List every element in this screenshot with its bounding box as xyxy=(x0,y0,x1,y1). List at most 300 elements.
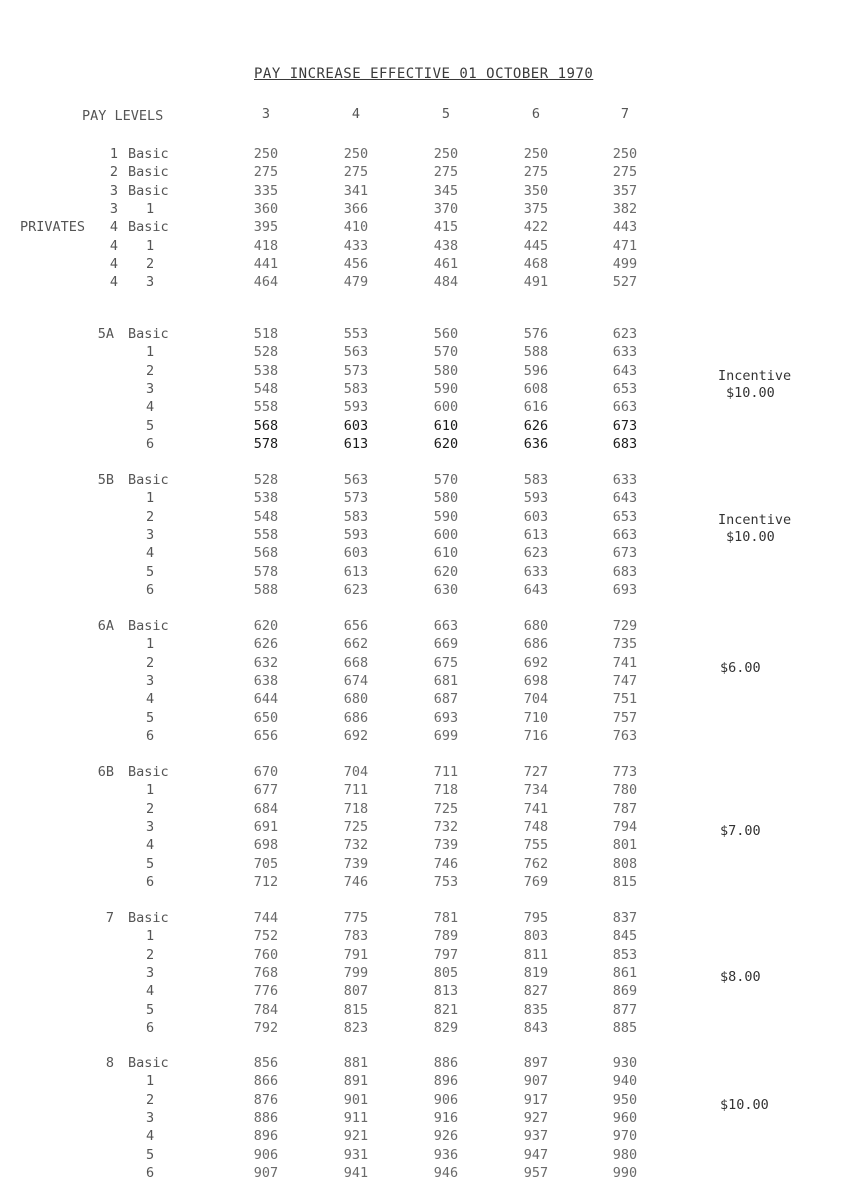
pay-value-cell: 917 xyxy=(523,1092,549,1108)
pay-value-cell: 843 xyxy=(523,1020,549,1036)
step-label: 5 xyxy=(146,1002,155,1018)
pay-value-cell: 596 xyxy=(523,363,549,379)
step-label: 3 xyxy=(146,965,155,981)
pay-value-cell: 741 xyxy=(612,655,638,671)
pay-value-cell: 801 xyxy=(612,837,638,853)
pay-value-cell: 725 xyxy=(433,801,459,817)
pay-value-cell: 600 xyxy=(433,527,459,543)
step-label: Basic xyxy=(128,910,169,926)
step-label: 5 xyxy=(146,418,155,434)
grade-label: 3 xyxy=(109,183,118,199)
pay-value-cell: 456 xyxy=(343,256,369,272)
pay-value-cell: 780 xyxy=(612,782,638,798)
pay-value-cell: 527 xyxy=(612,274,638,290)
pay-value-cell: 613 xyxy=(343,564,369,580)
pay-value-cell: 468 xyxy=(523,256,549,272)
pay-value-cell: 684 xyxy=(253,801,279,817)
grade-label: 5A xyxy=(97,326,114,342)
grade-label: 7 xyxy=(105,910,114,926)
pay-value-cell: 620 xyxy=(433,436,459,452)
pay-value-cell: 926 xyxy=(433,1128,459,1144)
step-label: 5 xyxy=(146,564,155,580)
pay-value-cell: 811 xyxy=(523,947,549,963)
pay-value-cell: 438 xyxy=(433,238,459,254)
pay-value-cell: 674 xyxy=(343,673,369,689)
pay-value-cell: 775 xyxy=(343,910,369,926)
pay-value-cell: 663 xyxy=(612,527,638,543)
incentive-note: Incentive xyxy=(718,512,792,528)
pay-value-cell: 712 xyxy=(253,874,279,890)
pay-value-cell: 931 xyxy=(343,1147,369,1163)
pay-value-cell: 670 xyxy=(253,764,279,780)
pay-value-cell: 876 xyxy=(253,1092,279,1108)
pay-value-cell: 644 xyxy=(253,691,279,707)
pay-value-cell: 704 xyxy=(523,691,549,707)
pay-value-cell: 845 xyxy=(612,928,638,944)
pay-value-cell: 946 xyxy=(433,1165,459,1181)
pay-value-cell: 885 xyxy=(612,1020,638,1036)
step-label: 1 xyxy=(146,238,155,254)
incentive-note: $10.00 xyxy=(720,1097,769,1113)
pay-value-cell: 441 xyxy=(253,256,279,272)
pay-value-cell: 718 xyxy=(433,782,459,798)
step-label: 2 xyxy=(146,1092,155,1108)
pay-value-cell: 630 xyxy=(433,582,459,598)
pay-value-cell: 711 xyxy=(343,782,369,798)
pay-value-cell: 813 xyxy=(433,983,459,999)
pay-value-cell: 616 xyxy=(523,399,549,415)
pay-value-cell: 947 xyxy=(523,1147,549,1163)
pay-value-cell: 375 xyxy=(523,201,549,217)
pay-value-cell: 588 xyxy=(523,344,549,360)
grade-label: 5B xyxy=(97,472,114,488)
pay-value-cell: 656 xyxy=(343,618,369,634)
pay-value-cell: 729 xyxy=(612,618,638,634)
pay-value-cell: 650 xyxy=(253,710,279,726)
grade-label: 6B xyxy=(97,764,114,780)
step-label: 6 xyxy=(146,728,155,744)
pay-value-cell: 570 xyxy=(433,344,459,360)
step-label: 3 xyxy=(146,1110,155,1126)
pay-value-cell: 815 xyxy=(612,874,638,890)
pay-value-cell: 683 xyxy=(612,564,638,580)
step-label: 5 xyxy=(146,856,155,872)
pay-value-cell: 794 xyxy=(612,819,638,835)
step-label: 1 xyxy=(146,636,155,652)
pay-value-cell: 568 xyxy=(253,545,279,561)
grade-label: 1 xyxy=(109,146,118,162)
pay-value-cell: 829 xyxy=(433,1020,459,1036)
pay-value-cell: 693 xyxy=(612,582,638,598)
incentive-note: $7.00 xyxy=(720,823,761,839)
pay-value-cell: 693 xyxy=(433,710,459,726)
pay-value-cell: 538 xyxy=(253,363,279,379)
column-header-4: 4 xyxy=(351,106,361,122)
pay-value-cell: 568 xyxy=(253,418,279,434)
pay-value-cell: 886 xyxy=(433,1055,459,1071)
pay-value-cell: 471 xyxy=(612,238,638,254)
pay-value-cell: 620 xyxy=(253,618,279,634)
pay-value-cell: 632 xyxy=(253,655,279,671)
pay-value-cell: 583 xyxy=(523,472,549,488)
pay-value-cell: 360 xyxy=(253,201,279,217)
grade-label: 2 xyxy=(109,164,118,180)
step-label: Basic xyxy=(128,764,169,780)
pay-value-cell: 558 xyxy=(253,527,279,543)
grade-label: 4 xyxy=(109,238,118,254)
pay-value-cell: 710 xyxy=(523,710,549,726)
pay-value-cell: 275 xyxy=(523,164,549,180)
pay-value-cell: 718 xyxy=(343,801,369,817)
page-title: PAY INCREASE EFFECTIVE 01 OCTOBER 1970 xyxy=(254,66,594,82)
step-label: 2 xyxy=(146,655,155,671)
step-label: 6 xyxy=(146,436,155,452)
pay-value-cell: 751 xyxy=(612,691,638,707)
pay-value-cell: 578 xyxy=(253,436,279,452)
pay-value-cell: 673 xyxy=(612,418,638,434)
pay-value-cell: 760 xyxy=(253,947,279,963)
pay-value-cell: 940 xyxy=(612,1073,638,1089)
step-label: 1 xyxy=(146,782,155,798)
pay-value-cell: 680 xyxy=(343,691,369,707)
step-label: 3 xyxy=(146,527,155,543)
pay-value-cell: 704 xyxy=(343,764,369,780)
incentive-note: $10.00 xyxy=(726,385,775,401)
step-label: Basic xyxy=(128,164,169,180)
pay-value-cell: 626 xyxy=(253,636,279,652)
pay-value-cell: 787 xyxy=(612,801,638,817)
pay-value-cell: 415 xyxy=(433,219,459,235)
pay-value-cell: 837 xyxy=(612,910,638,926)
pay-value-cell: 636 xyxy=(523,436,549,452)
pay-value-cell: 250 xyxy=(523,146,549,162)
step-label: 2 xyxy=(146,509,155,525)
pay-value-cell: 795 xyxy=(523,910,549,926)
step-label: 3 xyxy=(146,819,155,835)
grade-label: 6A xyxy=(97,618,114,634)
pay-value-cell: 792 xyxy=(253,1020,279,1036)
grade-label: 8 xyxy=(105,1055,114,1071)
pay-value-cell: 716 xyxy=(523,728,549,744)
pay-value-cell: 769 xyxy=(523,874,549,890)
step-label: 2 xyxy=(146,256,155,272)
pay-value-cell: 548 xyxy=(253,509,279,525)
step-label: Basic xyxy=(128,146,169,162)
pay-value-cell: 827 xyxy=(523,983,549,999)
pay-value-cell: 590 xyxy=(433,381,459,397)
pay-value-cell: 757 xyxy=(612,710,638,726)
step-label: 5 xyxy=(146,710,155,726)
pay-value-cell: 593 xyxy=(343,399,369,415)
pay-value-cell: 762 xyxy=(523,856,549,872)
pay-value-cell: 250 xyxy=(253,146,279,162)
pay-value-cell: 686 xyxy=(523,636,549,652)
step-label: 1 xyxy=(146,1073,155,1089)
pay-value-cell: 410 xyxy=(343,219,369,235)
step-label: 4 xyxy=(146,691,155,707)
pay-value-cell: 669 xyxy=(433,636,459,652)
pay-value-cell: 603 xyxy=(343,418,369,434)
pay-value-cell: 789 xyxy=(433,928,459,944)
pay-value-cell: 484 xyxy=(433,274,459,290)
pay-value-cell: 578 xyxy=(253,564,279,580)
step-label: 3 xyxy=(146,381,155,397)
pay-value-cell: 656 xyxy=(253,728,279,744)
pay-levels-header: PAY LEVELS xyxy=(82,108,164,124)
pay-value-cell: 823 xyxy=(343,1020,369,1036)
pay-value-cell: 725 xyxy=(343,819,369,835)
step-label: Basic xyxy=(128,183,169,199)
pay-value-cell: 553 xyxy=(343,326,369,342)
pay-value-cell: 698 xyxy=(253,837,279,853)
pay-value-cell: 593 xyxy=(523,490,549,506)
pay-value-cell: 941 xyxy=(343,1165,369,1181)
pay-value-cell: 335 xyxy=(253,183,279,199)
pay-value-cell: 692 xyxy=(523,655,549,671)
pay-value-cell: 799 xyxy=(343,965,369,981)
column-header-3: 3 xyxy=(261,106,271,122)
pay-value-cell: 866 xyxy=(253,1073,279,1089)
pay-value-cell: 573 xyxy=(343,363,369,379)
pay-value-cell: 746 xyxy=(433,856,459,872)
pay-value-cell: 570 xyxy=(433,472,459,488)
pay-value-cell: 805 xyxy=(433,965,459,981)
pay-value-cell: 588 xyxy=(253,582,279,598)
pay-value-cell: 600 xyxy=(433,399,459,415)
pay-value-cell: 643 xyxy=(523,582,549,598)
pay-value-cell: 366 xyxy=(343,201,369,217)
pay-value-cell: 950 xyxy=(612,1092,638,1108)
step-label: 1 xyxy=(146,201,155,217)
pay-value-cell: 897 xyxy=(523,1055,549,1071)
pay-value-cell: 341 xyxy=(343,183,369,199)
pay-value-cell: 781 xyxy=(433,910,459,926)
pay-value-cell: 747 xyxy=(612,673,638,689)
pay-value-cell: 382 xyxy=(612,201,638,217)
step-label: 2 xyxy=(146,947,155,963)
step-label: Basic xyxy=(128,219,169,235)
pay-value-cell: 739 xyxy=(343,856,369,872)
pay-value-cell: 815 xyxy=(343,1002,369,1018)
incentive-note: $10.00 xyxy=(726,529,775,545)
pay-value-cell: 990 xyxy=(612,1165,638,1181)
pay-value-cell: 610 xyxy=(433,545,459,561)
pay-value-cell: 821 xyxy=(433,1002,459,1018)
pay-value-cell: 930 xyxy=(612,1055,638,1071)
pay-value-cell: 580 xyxy=(433,490,459,506)
step-label: 3 xyxy=(146,274,155,290)
pay-value-cell: 677 xyxy=(253,782,279,798)
pay-value-cell: 681 xyxy=(433,673,459,689)
pay-value-cell: 518 xyxy=(253,326,279,342)
pay-value-cell: 668 xyxy=(343,655,369,671)
pay-value-cell: 711 xyxy=(433,764,459,780)
pay-value-cell: 445 xyxy=(523,238,549,254)
pay-value-cell: 350 xyxy=(523,183,549,199)
pay-value-cell: 881 xyxy=(343,1055,369,1071)
column-header-5: 5 xyxy=(441,106,451,122)
pay-value-cell: 250 xyxy=(343,146,369,162)
pay-value-cell: 675 xyxy=(433,655,459,671)
pay-value-cell: 741 xyxy=(523,801,549,817)
pay-value-cell: 877 xyxy=(612,1002,638,1018)
pay-value-cell: 752 xyxy=(253,928,279,944)
pay-value-cell: 491 xyxy=(523,274,549,290)
pay-value-cell: 853 xyxy=(612,947,638,963)
pay-value-cell: 727 xyxy=(523,764,549,780)
pay-value-cell: 791 xyxy=(343,947,369,963)
pay-value-cell: 580 xyxy=(433,363,459,379)
grade-label: 4 xyxy=(109,256,118,272)
pay-value-cell: 418 xyxy=(253,238,279,254)
pay-value-cell: 734 xyxy=(523,782,549,798)
pay-value-cell: 613 xyxy=(343,436,369,452)
step-label: 2 xyxy=(146,363,155,379)
incentive-note: $6.00 xyxy=(720,660,761,676)
pay-value-cell: 739 xyxy=(433,837,459,853)
pay-value-cell: 906 xyxy=(433,1092,459,1108)
pay-value-cell: 753 xyxy=(433,874,459,890)
pay-value-cell: 558 xyxy=(253,399,279,415)
pay-value-cell: 623 xyxy=(523,545,549,561)
pay-value-cell: 808 xyxy=(612,856,638,872)
pay-value-cell: 643 xyxy=(612,490,638,506)
pay-value-cell: 563 xyxy=(343,472,369,488)
incentive-note: $8.00 xyxy=(720,969,761,985)
privates-label: PRIVATES xyxy=(20,219,86,235)
pay-value-cell: 784 xyxy=(253,1002,279,1018)
pay-value-cell: 835 xyxy=(523,1002,549,1018)
pay-value-cell: 916 xyxy=(433,1110,459,1126)
pay-value-cell: 896 xyxy=(253,1128,279,1144)
pay-value-cell: 433 xyxy=(343,238,369,254)
pay-value-cell: 763 xyxy=(612,728,638,744)
pay-value-cell: 443 xyxy=(612,219,638,235)
pay-value-cell: 861 xyxy=(612,965,638,981)
pay-value-cell: 275 xyxy=(612,164,638,180)
step-label: 4 xyxy=(146,545,155,561)
step-label: 2 xyxy=(146,801,155,817)
step-label: Basic xyxy=(128,472,169,488)
pay-value-cell: 768 xyxy=(253,965,279,981)
pay-value-cell: 698 xyxy=(523,673,549,689)
step-label: 1 xyxy=(146,344,155,360)
pay-value-cell: 692 xyxy=(343,728,369,744)
pay-value-cell: 603 xyxy=(523,509,549,525)
pay-value-cell: 732 xyxy=(433,819,459,835)
pay-value-cell: 275 xyxy=(253,164,279,180)
pay-value-cell: 911 xyxy=(343,1110,369,1126)
pay-value-cell: 538 xyxy=(253,490,279,506)
pay-value-cell: 773 xyxy=(612,764,638,780)
pay-value-cell: 643 xyxy=(612,363,638,379)
pay-value-cell: 957 xyxy=(523,1165,549,1181)
pay-value-cell: 583 xyxy=(343,509,369,525)
pay-value-cell: 623 xyxy=(343,582,369,598)
pay-value-cell: 927 xyxy=(523,1110,549,1126)
pay-value-cell: 499 xyxy=(612,256,638,272)
pay-value-cell: 691 xyxy=(253,819,279,835)
pay-value-cell: 563 xyxy=(343,344,369,360)
pay-value-cell: 653 xyxy=(612,509,638,525)
pay-value-cell: 662 xyxy=(343,636,369,652)
pay-value-cell: 590 xyxy=(433,509,459,525)
pay-value-cell: 250 xyxy=(433,146,459,162)
pay-value-cell: 673 xyxy=(612,545,638,561)
pay-value-cell: 686 xyxy=(343,710,369,726)
pay-value-cell: 783 xyxy=(343,928,369,944)
pay-value-cell: 970 xyxy=(612,1128,638,1144)
pay-value-cell: 593 xyxy=(343,527,369,543)
step-label: Basic xyxy=(128,326,169,342)
step-label: 6 xyxy=(146,582,155,598)
pay-value-cell: 633 xyxy=(523,564,549,580)
pay-value-cell: 891 xyxy=(343,1073,369,1089)
pay-value-cell: 906 xyxy=(253,1147,279,1163)
pay-value-cell: 576 xyxy=(523,326,549,342)
pay-value-cell: 744 xyxy=(253,910,279,926)
pay-value-cell: 633 xyxy=(612,472,638,488)
pay-value-cell: 699 xyxy=(433,728,459,744)
pay-value-cell: 528 xyxy=(253,344,279,360)
pay-value-cell: 960 xyxy=(612,1110,638,1126)
pay-value-cell: 626 xyxy=(523,418,549,434)
step-label: 6 xyxy=(146,1020,155,1036)
pay-value-cell: 886 xyxy=(253,1110,279,1126)
pay-value-cell: 583 xyxy=(343,381,369,397)
pay-value-cell: 620 xyxy=(433,564,459,580)
pay-value-cell: 807 xyxy=(343,983,369,999)
step-label: 4 xyxy=(146,1128,155,1144)
pay-value-cell: 663 xyxy=(433,618,459,634)
pay-value-cell: 907 xyxy=(253,1165,279,1181)
pay-value-cell: 705 xyxy=(253,856,279,872)
pay-value-cell: 573 xyxy=(343,490,369,506)
step-label: 1 xyxy=(146,490,155,506)
step-label: 6 xyxy=(146,1165,155,1181)
step-label: 4 xyxy=(146,983,155,999)
pay-value-cell: 461 xyxy=(433,256,459,272)
pay-value-cell: 748 xyxy=(523,819,549,835)
pay-value-cell: 560 xyxy=(433,326,459,342)
step-label: 1 xyxy=(146,928,155,944)
pay-value-cell: 980 xyxy=(612,1147,638,1163)
pay-value-cell: 275 xyxy=(343,164,369,180)
pay-value-cell: 345 xyxy=(433,183,459,199)
pay-value-cell: 687 xyxy=(433,691,459,707)
pay-value-cell: 680 xyxy=(523,618,549,634)
pay-value-cell: 250 xyxy=(612,146,638,162)
pay-value-cell: 735 xyxy=(612,636,638,652)
pay-value-cell: 548 xyxy=(253,381,279,397)
grade-label: 4 xyxy=(109,219,118,235)
pay-value-cell: 464 xyxy=(253,274,279,290)
step-label: 6 xyxy=(146,874,155,890)
pay-value-cell: 901 xyxy=(343,1092,369,1108)
step-label: Basic xyxy=(128,1055,169,1071)
pay-value-cell: 528 xyxy=(253,472,279,488)
pay-value-cell: 937 xyxy=(523,1128,549,1144)
pay-value-cell: 856 xyxy=(253,1055,279,1071)
grade-label: 4 xyxy=(109,274,118,290)
pay-value-cell: 275 xyxy=(433,164,459,180)
grade-label: 3 xyxy=(109,201,118,217)
pay-value-cell: 422 xyxy=(523,219,549,235)
pay-value-cell: 819 xyxy=(523,965,549,981)
pay-value-cell: 907 xyxy=(523,1073,549,1089)
pay-value-cell: 357 xyxy=(612,183,638,199)
pay-value-cell: 797 xyxy=(433,947,459,963)
